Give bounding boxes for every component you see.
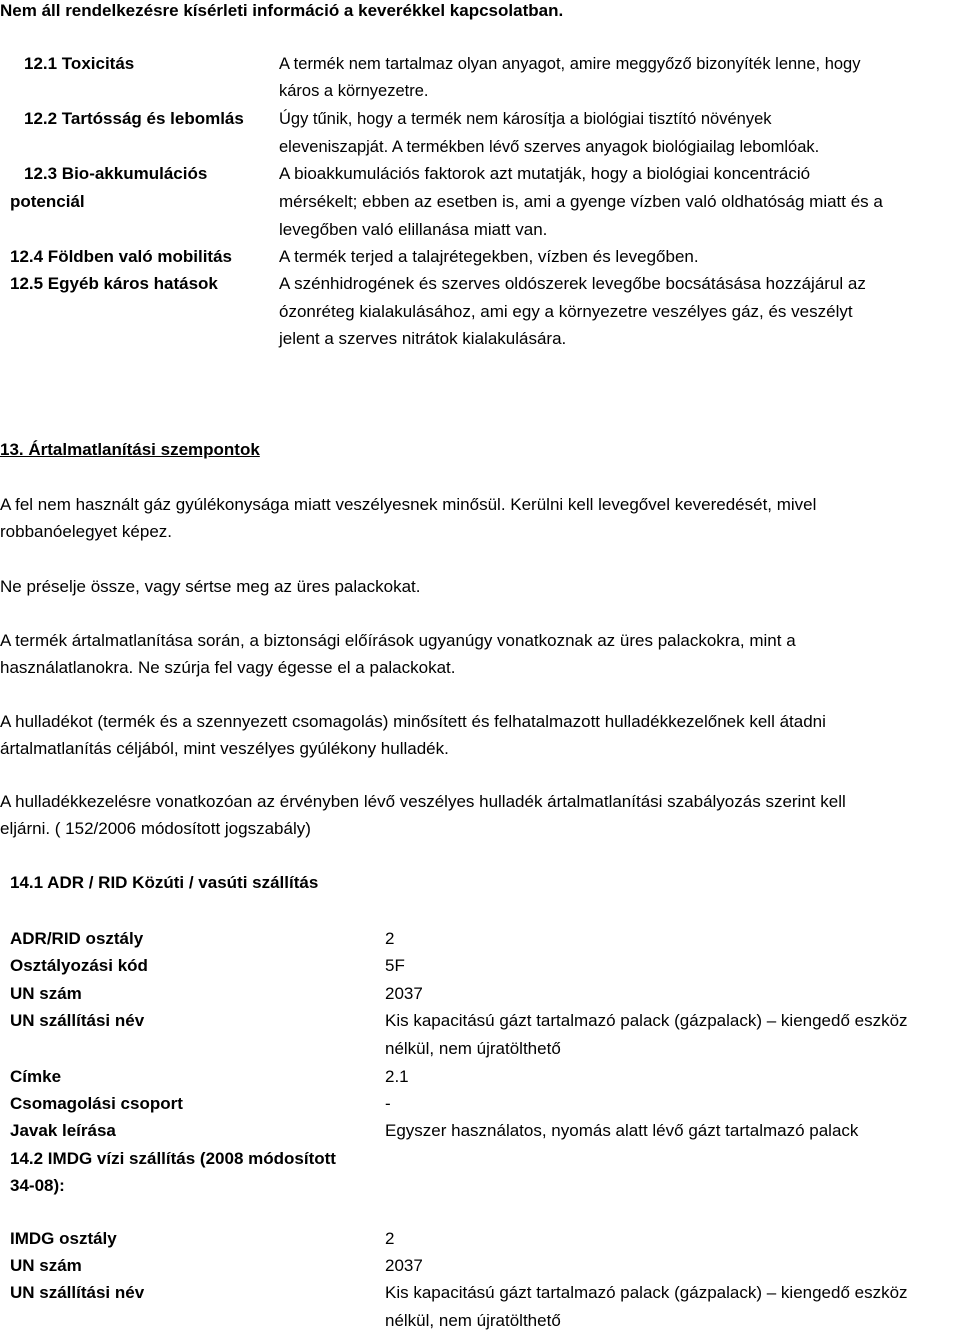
label-value: 2.1	[385, 1067, 409, 1086]
bioaccumulation-label: potenciál	[10, 192, 85, 211]
other-effects-label: 12.5 Egyéb káros hatások	[10, 274, 218, 293]
persistence-text-line: Úgy tűnik, hogy a termék nem károsítja a biológiai tisztító növények	[279, 110, 772, 128]
imdg-class-label: IMDG osztály	[10, 1229, 117, 1248]
goods-description-label: Javak leírása	[10, 1121, 116, 1140]
section-14-2-heading: 14.2 IMDG vízi szállítás (2008 módosított	[10, 1149, 336, 1168]
bioaccumulation-label: 12.3 Bio-akkumulációs	[24, 164, 208, 183]
bioaccumulation-text-line: mérsékelt; ebben az esetben is, ami a gyenge vízben való oldhatóság miatt és a	[279, 192, 883, 211]
classification-code-value: 5F	[385, 956, 405, 975]
un-shipping-name-value: nélkül, nem újratölthető	[385, 1039, 561, 1058]
imdg-un-number-label: UN szám	[10, 1256, 82, 1275]
un-shipping-name-label: UN szállítási név	[10, 1011, 145, 1030]
paragraph-line: használatlanokra. Ne szúrja fel vagy égesse el a palackokat.	[0, 658, 456, 677]
paragraph-line: eljárni. ( 152/2006 módosított jogszabály)	[0, 819, 311, 838]
other-effects-text-line: jelent a szerves nitrátok kialakulására.	[279, 329, 567, 348]
paragraph-line: A hulladékot (termék és a szennyezett csomagolás) minősített és felhatalmazott hulladékkezelőnek kell átadni	[0, 712, 826, 731]
other-effects-text-line: ózonréteg kialakulásához, ami egy a környezetre veszélyes gáz, és veszélyt	[279, 302, 853, 321]
section-14-1-heading: 14.1 ADR / RID Közúti / vasúti szállítás	[10, 873, 319, 892]
paragraph-line: Ne préselje össze, vagy sértse meg az üres palackokat.	[0, 577, 421, 596]
mobility-label: 12.4 Földben való mobilitás	[10, 247, 232, 266]
packing-group-value: -	[385, 1094, 391, 1113]
top-note: Nem áll rendelkezésre kísérleti információ a keverékkel kapcsolatban.	[0, 1, 564, 20]
bioaccumulation-text-line: levegőben való elillanása miatt van.	[279, 220, 548, 239]
persistence-label: 12.2 Tartósság és lebomlás	[24, 109, 244, 128]
un-number-label: UN szám	[10, 984, 82, 1003]
mobility-text-line: A termék terjed a talajrétegekben, vízben és levegőben.	[279, 247, 699, 266]
imdg-un-number-value: 2037	[385, 1256, 423, 1275]
persistence-text-line: eleveniszapját. A termékben lévő szerves anyagok biológiailag lebomlóak.	[279, 138, 820, 156]
classification-code-label: Osztályozási kód	[10, 956, 148, 975]
paragraph-line: A hulladékkezelésre vonatkozóan az érvényben lévő veszélyes hulladék ártalmatlanítási szabályozás szerint kell	[0, 792, 846, 811]
toxicity-text-line: káros a környezetre.	[279, 82, 429, 100]
imdg-un-shipping-name-value: Kis kapacitású gázt tartalmazó palack (gázpalack) – kiengedő eszköz	[385, 1283, 908, 1302]
un-number-value: 2037	[385, 984, 423, 1003]
packing-group-label: Csomagolási csoport	[10, 1094, 183, 1113]
other-effects-text-line: A szénhidrogének és szerves oldószerek levegőbe bocsátásása hozzájárul az	[279, 274, 866, 293]
imdg-un-shipping-name-value: nélkül, nem újratölthető	[385, 1311, 561, 1330]
bioaccumulation-text-line: A bioakkumulációs faktorok azt mutatják, hogy a biológiai koncentráció	[279, 164, 811, 183]
paragraph-line: ártalmatlanítás céljából, mint veszélyes gyúlékony hulladék.	[0, 739, 449, 758]
section-14-2-heading: 34-08):	[10, 1176, 65, 1195]
adr-class-label: ADR/RID osztály	[10, 929, 144, 948]
adr-class-value: 2	[385, 929, 395, 948]
paragraph-line: robbanóelegyet képez.	[0, 522, 173, 541]
imdg-class-value: 2	[385, 1229, 395, 1248]
toxicity-label: 12.1 Toxicitás	[24, 54, 135, 73]
paragraph-line: A fel nem használt gáz gyúlékonysága miatt veszélyesnek minősül. Kerülni kell levegővel keveredését, mivel	[0, 495, 817, 514]
paragraph-line: A termék ártalmatlanítása során, a biztonsági előírások ugyanúgy vonatkoznak az üres palackokra, mint a	[0, 631, 796, 650]
section-13-heading: 13. Ártalmatlanítási szempontok	[0, 440, 260, 459]
imdg-un-shipping-name-label: UN szállítási név	[10, 1283, 145, 1302]
toxicity-text-line: A termék nem tartalmaz olyan anyagot, amire meggyőző bizonyíték lenne, hogy	[279, 55, 861, 73]
label-label: Címke	[10, 1067, 62, 1086]
un-shipping-name-value: Kis kapacitású gázt tartalmazó palack (gázpalack) – kiengedő eszköz	[385, 1011, 908, 1030]
goods-description-value: Egyszer használatos, nyomás alatt lévő gázt tartalmazó palack	[385, 1121, 859, 1140]
